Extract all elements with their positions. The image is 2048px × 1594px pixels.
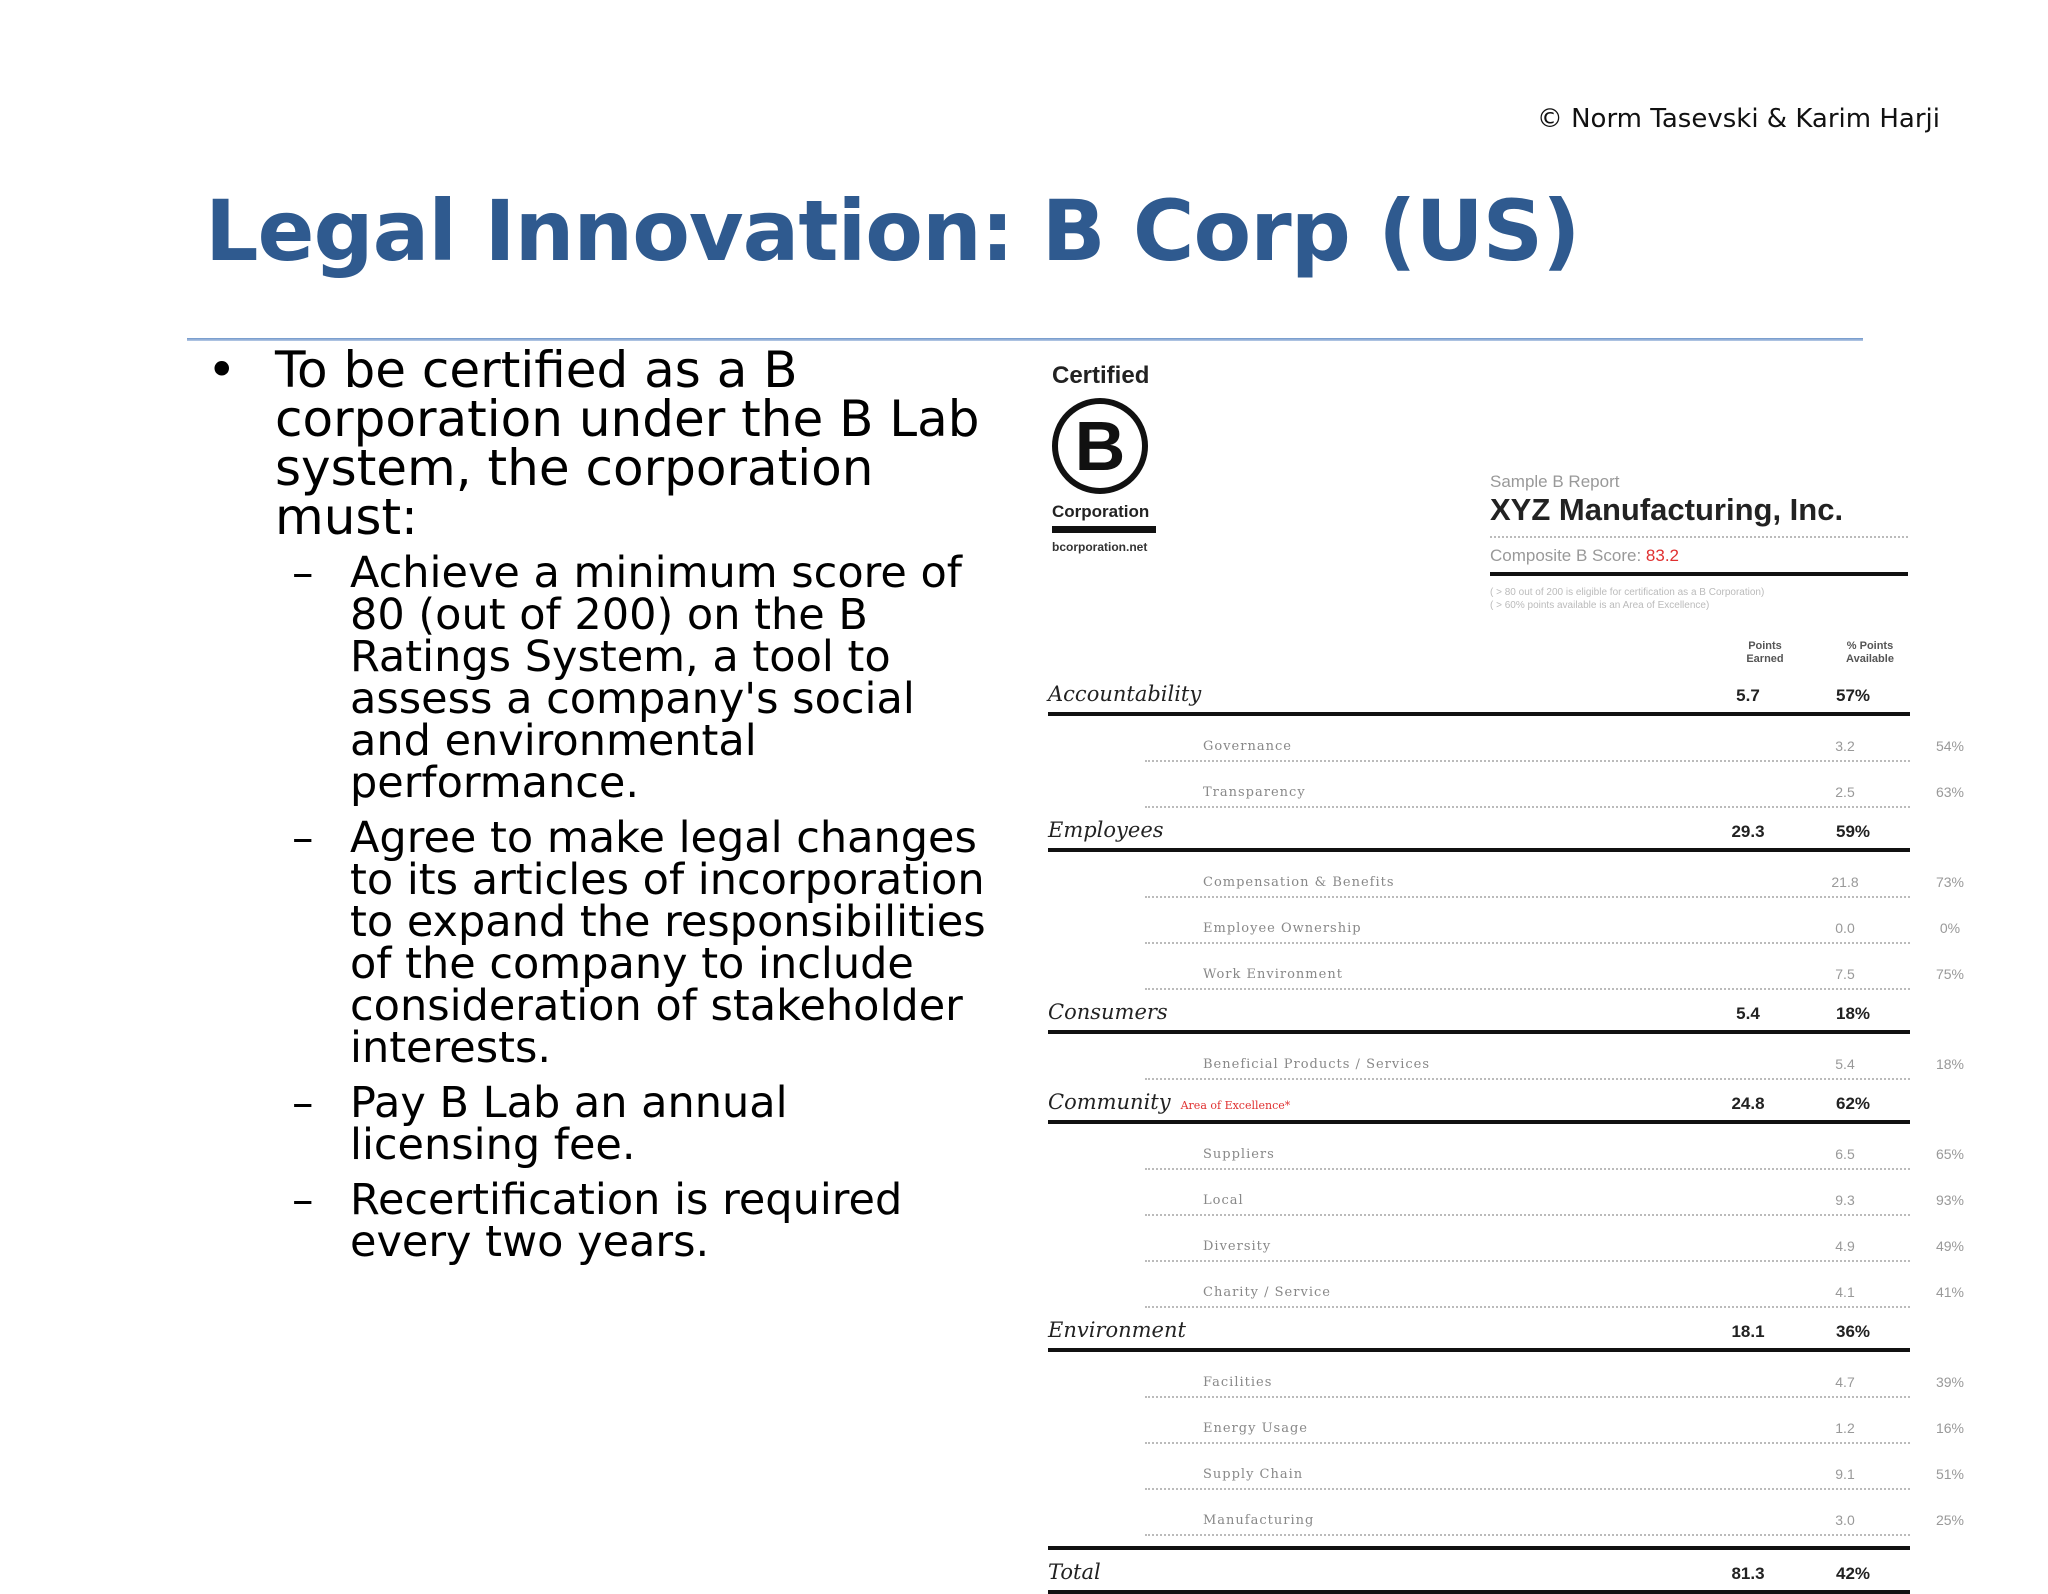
row-percent: 0% bbox=[1939, 920, 1961, 936]
row-points: 9.3 bbox=[1835, 1192, 1855, 1208]
row-points: 4.1 bbox=[1835, 1284, 1855, 1300]
logo-letter: B bbox=[1074, 407, 1126, 485]
b-corp-logo-icon bbox=[1052, 398, 1148, 494]
row-name: Beneficial Products / Services bbox=[1203, 1057, 1431, 1072]
row-percent: 62% bbox=[1835, 1094, 1871, 1113]
row-points: 5.4 bbox=[1835, 1056, 1855, 1072]
sub-bullet-text: Recertification is required every two years. bbox=[350, 1175, 903, 1267]
row-percent: 57% bbox=[1835, 686, 1871, 705]
table-row bbox=[1048, 1080, 1910, 1124]
sub-bullet-list bbox=[292, 548, 1015, 1267]
row-percent: 93% bbox=[1935, 1192, 1965, 1208]
sub-bullet-text: Achieve a minimum score of 80 (out of 200) on the B Ratings System, a tool to assess a company's social and environmental performance. bbox=[350, 548, 962, 808]
row-points: 4.9 bbox=[1835, 1238, 1855, 1254]
copyright-notice: © Norm Tasevski & Karim Harji bbox=[1536, 104, 1940, 134]
row-name: Facilities bbox=[1203, 1375, 1273, 1390]
row-points: 6.5 bbox=[1835, 1146, 1855, 1162]
composite-score bbox=[1490, 546, 1679, 566]
row-percent: 54% bbox=[1935, 738, 1965, 754]
score-divider bbox=[1490, 572, 1908, 576]
row-name: Consumers bbox=[1048, 1000, 1168, 1024]
row-name: Employees bbox=[1048, 818, 1164, 842]
eligibility-note-line: ( > 60% points available is an Area of Excellence) bbox=[1490, 600, 1710, 611]
bullet-item bbox=[195, 341, 1015, 546]
table-row bbox=[1145, 1408, 1965, 1444]
row-percent: 73% bbox=[1935, 874, 1965, 890]
row-points: 1.2 bbox=[1835, 1420, 1855, 1436]
table-row bbox=[1145, 1454, 1965, 1490]
sub-bullet-text: Pay B Lab an annual licensing fee. bbox=[350, 1078, 788, 1170]
row-name: Environment bbox=[1048, 1318, 1186, 1342]
report-sample-label: Sample B Report bbox=[1490, 472, 1620, 491]
row-points: 3.2 bbox=[1835, 738, 1855, 754]
row-points: 21.8 bbox=[1831, 874, 1859, 890]
dash-marker: – bbox=[292, 1078, 314, 1128]
row-points: 5.7 bbox=[1736, 686, 1760, 705]
row-name: Local bbox=[1203, 1193, 1244, 1208]
table-row bbox=[1145, 862, 1965, 898]
column-header-points: Points Earned bbox=[1746, 640, 1784, 665]
row-percent: 59% bbox=[1835, 822, 1871, 841]
table-row bbox=[1145, 726, 1965, 762]
row-percent: 51% bbox=[1935, 1466, 1965, 1482]
row-name: Community bbox=[1048, 1090, 1171, 1114]
table-row bbox=[1145, 908, 1961, 944]
logo-corporation-text: Corporation bbox=[1052, 502, 1150, 521]
eligibility-note bbox=[1490, 586, 1764, 612]
row-points: 0.0 bbox=[1835, 920, 1855, 936]
report-company-name: XYZ Manufacturing, Inc. bbox=[1490, 492, 1844, 527]
logo-certified-text: Certified bbox=[1052, 362, 1150, 389]
row-percent: 65% bbox=[1935, 1146, 1965, 1162]
row-percent: 75% bbox=[1935, 966, 1965, 982]
sub-bullet-item bbox=[292, 548, 1015, 808]
bullet-text: To be certified as a B corporation under the B Lab system, the corporation must: bbox=[275, 341, 980, 546]
table-row bbox=[1145, 1226, 1965, 1262]
table-row bbox=[1145, 772, 1965, 808]
table-row bbox=[1145, 1272, 1965, 1308]
row-name: Energy Usage bbox=[1203, 1421, 1308, 1436]
row-name-group bbox=[1048, 1090, 1290, 1114]
row-name: Accountability bbox=[1048, 682, 1202, 706]
table-row bbox=[1145, 1500, 1965, 1536]
column-header-percent: % Points Available bbox=[1846, 640, 1894, 665]
logo-url: bcorporation.net bbox=[1052, 540, 1148, 554]
row-percent: 16% bbox=[1935, 1420, 1965, 1436]
row-name: Diversity bbox=[1203, 1239, 1272, 1254]
row-name: Compensation & Benefits bbox=[1203, 875, 1395, 890]
area-of-excellence-label: Area of Excellence* bbox=[1180, 1099, 1291, 1112]
dotted-divider bbox=[1490, 536, 1908, 538]
row-name: Manufacturing bbox=[1203, 1513, 1315, 1528]
row-percent: 18% bbox=[1835, 1004, 1871, 1023]
eligibility-note-line: ( > 80 out of 200 is eligible for certification as a B Corporation) bbox=[1490, 587, 1765, 598]
row-points: 5.4 bbox=[1736, 1004, 1760, 1023]
row-percent: 63% bbox=[1935, 784, 1965, 800]
table-row bbox=[1145, 1362, 1965, 1398]
table-row bbox=[1048, 808, 1910, 852]
row-points: 4.7 bbox=[1835, 1374, 1855, 1390]
table-row bbox=[1048, 672, 1910, 716]
row-points: 3.0 bbox=[1835, 1512, 1855, 1528]
row-percent: 49% bbox=[1935, 1238, 1965, 1254]
table-row bbox=[1048, 1308, 1910, 1352]
row-name: Work Environment bbox=[1203, 967, 1343, 982]
table-row bbox=[1145, 954, 1965, 990]
row-percent: 41% bbox=[1935, 1284, 1965, 1300]
row-points: 81.3 bbox=[1731, 1564, 1765, 1583]
row-name: Transparency bbox=[1203, 785, 1306, 800]
table-row bbox=[1145, 1044, 1965, 1080]
row-name: Charity / Service bbox=[1203, 1285, 1331, 1300]
table-row bbox=[1145, 1180, 1965, 1216]
score-table bbox=[1048, 672, 1965, 1594]
composite-score-label: Composite B Score: bbox=[1490, 546, 1642, 565]
dash-marker: – bbox=[292, 1175, 314, 1225]
row-percent: 39% bbox=[1935, 1374, 1965, 1390]
row-points: 24.8 bbox=[1731, 1094, 1765, 1113]
sub-bullet-item bbox=[292, 1175, 1015, 1267]
sub-bullet-item bbox=[292, 1078, 1015, 1170]
table-row bbox=[1145, 1134, 1965, 1170]
composite-score-value: 83.2 bbox=[1645, 546, 1680, 565]
sub-bullet-text: Agree to make legal changes to its articles of incorporation to expand the responsibilities of the company to include consideration of stakeholder interests. bbox=[350, 813, 986, 1073]
sample-b-report bbox=[1040, 360, 1965, 1584]
bullet-list bbox=[195, 341, 1015, 1276]
row-name: Employee Ownership bbox=[1203, 921, 1362, 936]
sub-bullet-item bbox=[292, 813, 1015, 1073]
row-points: 9.1 bbox=[1835, 1466, 1855, 1482]
table-row-total bbox=[1048, 1546, 1910, 1594]
slide-title: Legal Innovation: B Corp (US) bbox=[205, 182, 1580, 280]
row-name: Governance bbox=[1203, 739, 1292, 754]
row-percent: 18% bbox=[1935, 1056, 1965, 1072]
row-percent: 42% bbox=[1835, 1564, 1871, 1583]
row-name: Suppliers bbox=[1203, 1147, 1275, 1162]
row-points: 2.5 bbox=[1835, 784, 1855, 800]
bullet-marker: • bbox=[207, 341, 237, 399]
row-points: 29.3 bbox=[1731, 822, 1765, 841]
dash-marker: – bbox=[292, 813, 314, 863]
row-percent: 25% bbox=[1935, 1512, 1965, 1528]
row-points: 18.1 bbox=[1731, 1322, 1765, 1341]
row-name: Total bbox=[1048, 1560, 1101, 1584]
table-row bbox=[1048, 990, 1910, 1034]
dash-marker: – bbox=[292, 548, 314, 598]
row-points: 7.5 bbox=[1835, 966, 1855, 982]
logo-bar bbox=[1052, 526, 1156, 533]
row-name: Supply Chain bbox=[1203, 1467, 1304, 1482]
row-percent: 36% bbox=[1835, 1322, 1871, 1341]
